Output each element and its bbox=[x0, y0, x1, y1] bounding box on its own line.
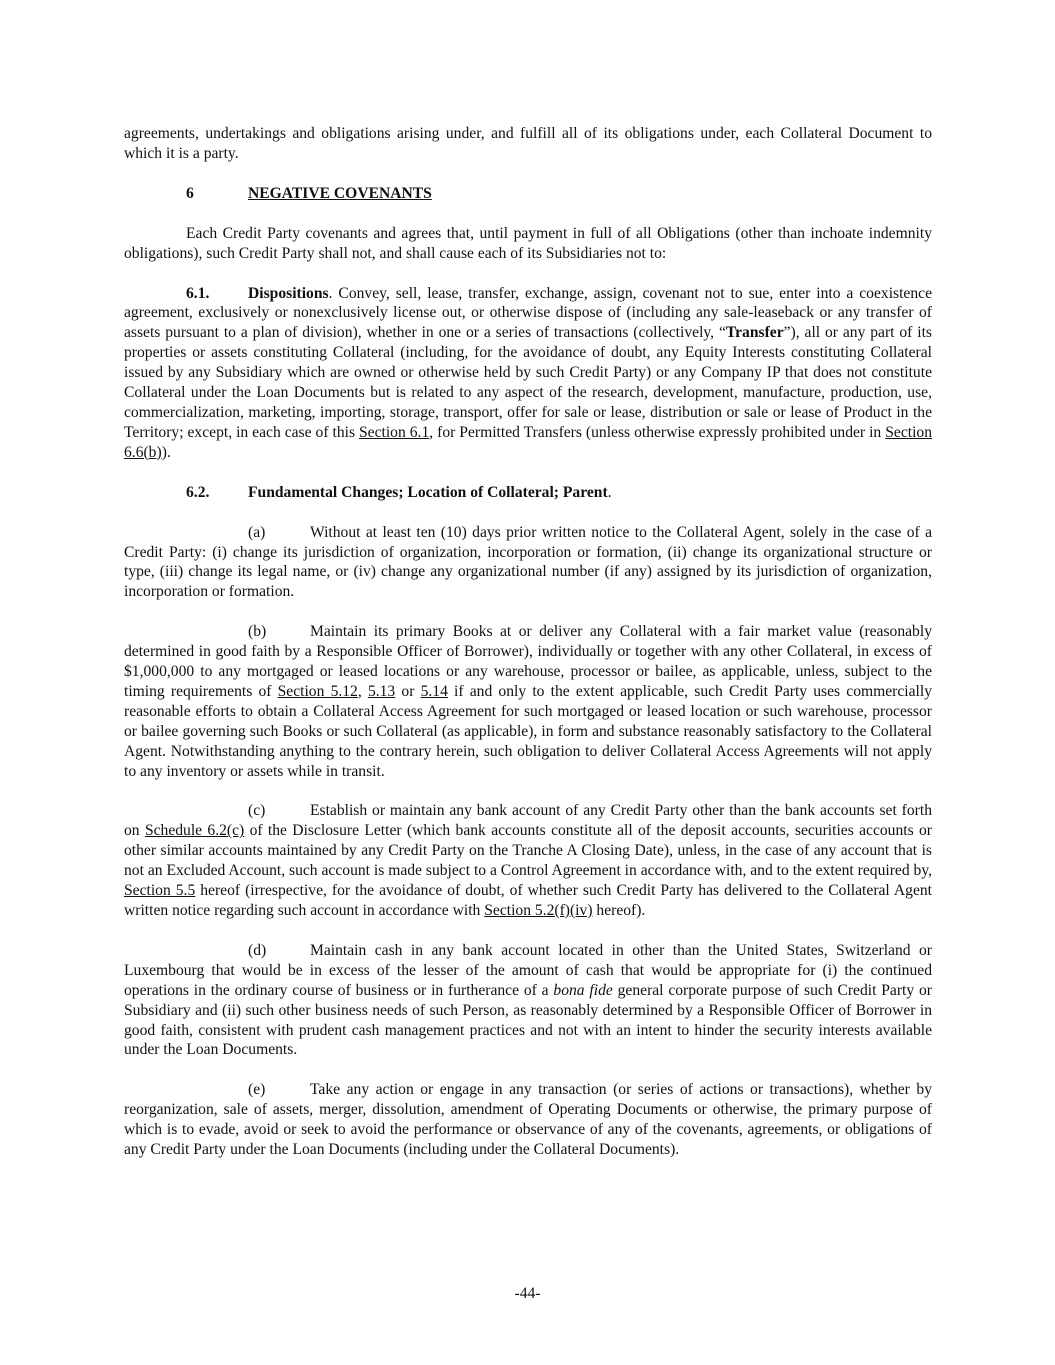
section-6-1-text: ). bbox=[161, 443, 171, 461]
clause-b-text: or bbox=[395, 682, 421, 700]
clause-e-text: Take any action or engage in any transaction (or series of actions or transactions), whether by reorganization, sale of assets, merger, dissolution, amendment of Operating Documents or otherwise, the primary purpose of which is to evade, avoid or seek to avoid the performance or observance of any of the covenants, agreements, or obligations of any Credit Party under the Loan Documents (including under the Collateral Documents). bbox=[124, 1081, 932, 1159]
clause-c-text: Establish or maintain any bank account of any Credit Party other than the bank accounts set forth on bbox=[124, 802, 932, 840]
clause-b-label: (b) bbox=[248, 623, 267, 641]
clause-c-text: of the Disclosure Letter (which bank accounts constitute all of the deposit accounts, securities accounts or other similar accounts maintained by any Credit Party on the Tranche A Closing Date), unless, in the case of any account that is not an Excluded Account, such account is made subject to a Control Agreement in accordance with, and to the extent required by, bbox=[124, 822, 932, 880]
section-6-1-text: ”), all or any part of its properties or assets constituting Collateral (including, for the avoidance of doubt, any Equity Interests constituting Collateral issued by any Subsidiary which are owned or otherwise held by such Credit Party) or any Company IP that does not constitute Collateral under the Loan Documents but is related to any aspect of the research, development, manufacture, production, use, commercialization, marketing, importing, storage, transport, offer for sale or lease, distribution or sale or lease of Product in the Territory; except, in each case of this bbox=[124, 324, 932, 441]
page-number: -44- bbox=[514, 1285, 541, 1302]
clause-a-text: Without at least ten (10) days prior written notice to the Collateral Agent, solely in the case of a Credit Party: (i) change its jurisdiction of organization, incorporation or formation, (ii) change its organizational structure or type, (iii) change its legal name, or (iv) change any organizational number (if any) assigned by its jurisdiction of organization, incorporation or formation. bbox=[124, 523, 932, 601]
clause-d bbox=[124, 941, 932, 1060]
clause-c-label: (c) bbox=[248, 802, 266, 820]
clause-b-text: Maintain its primary Books at or deliver any Collateral with a fair market value (reasonably determined in good faith by a Responsible Officer of Borrower), individually or together with any other Collateral, in excess of $1,000,000 to any mortgaged or leased locations or any warehouse, processor or bailee, as applicable, unless, subject to the timing requirements of bbox=[124, 623, 932, 700]
section-6-2-number: 6.2. bbox=[186, 483, 210, 501]
section-6-1-text: , for Permitted Transfers (unless otherwise expressly prohibited under in bbox=[429, 423, 886, 441]
section-6-1-text: . Convey, sell, lease, transfer, exchange, assign, covenant not to sue, enter into a coexistence agreement, exclusively or nonexclusively license out, or otherwise dispose of (including any sale-leaseback or any transfer of assets pursuant to a plan of division), whether in one or a series of transactions (collectively, “ bbox=[124, 284, 932, 342]
cross-reference: Schedule 6.2(c) bbox=[144, 822, 245, 840]
cross-reference: Section 5.2(f)(iv) bbox=[484, 902, 593, 919]
section-6-2-period: . bbox=[607, 483, 612, 501]
section-6-1-number: 6.1. bbox=[186, 284, 210, 302]
document-page bbox=[124, 124, 932, 1160]
clause-c bbox=[124, 801, 932, 920]
section-6-2-heading bbox=[124, 483, 932, 503]
clause-b-text: , bbox=[357, 682, 368, 700]
clause-c-text: hereof). bbox=[592, 902, 646, 919]
section-6-2-title: Fundamental Changes; Location of Collateral; Parent bbox=[248, 483, 608, 501]
cross-reference: 5.14 bbox=[420, 682, 448, 700]
clause-b-text: if and only to the extent applicable, such Credit Party uses commercially reasonable efforts to obtain a Collateral Access Agreement for such mortgaged or leased location or such warehouse, processor or bailee governing such Books or such Collateral (as applicable), in form and substance reasonably satisfactory to the Collateral Agent. Notwithstanding anything to the contrary herein, such obligation to deliver Collateral Access Agreements will not apply to any inventory or assets while in transit. bbox=[124, 682, 932, 780]
defined-term-transfer: Transfer bbox=[725, 324, 784, 342]
clause-a bbox=[124, 523, 932, 603]
intro-paragraph: agreements, undertakings and obligations arising under, and fulfill all of its obligations under, each Collateral Document to which it is a party. bbox=[124, 125, 932, 162]
cross-reference: Section 6.1 bbox=[359, 423, 430, 441]
clause-d-text: general corporate purpose of such Credit Party or Subsidiary and (ii) such other business needs of such Person, as reasonably determined by a Responsible Officer of Borrower in good faith, consistent with prudent cash management practices and not with an intent to hinder the security interests available under the Loan Documents. bbox=[124, 981, 932, 1059]
cross-reference: Section 5.12 bbox=[277, 682, 358, 700]
clause-c-text: hereof (irrespective, for the avoidance of doubt, of whether such Credit Party has delivered to the Collateral Agent written notice regarding such account in accordance with bbox=[124, 882, 932, 919]
italic-term: bona fide bbox=[553, 981, 613, 999]
article-heading bbox=[124, 184, 932, 204]
cross-reference: 5.13 bbox=[367, 682, 396, 700]
section-6-1-title: Dispositions bbox=[248, 284, 329, 302]
cross-reference: Section 5.5 bbox=[124, 882, 196, 900]
clause-d-text: Maintain cash in any bank account located in other than the United States, Switzerland or Luxembourg that would be in excess of the lesser of the amount of cash that would be appropriate for (i) the continued operations in the ordinary course of business or in furtherance of a bbox=[124, 941, 932, 999]
clause-a-label: (a) bbox=[248, 523, 266, 541]
section-6-1 bbox=[124, 284, 932, 463]
article-title: NEGATIVE COVENANTS bbox=[248, 184, 432, 202]
clause-e-label: (e) bbox=[248, 1081, 266, 1099]
cross-reference: Section 6.6(b) bbox=[124, 423, 932, 461]
clause-e bbox=[124, 1080, 932, 1160]
clause-b bbox=[124, 622, 932, 781]
clause-d-label: (d) bbox=[248, 941, 267, 959]
preamble-paragraph: Each Credit Party covenants and agrees that, until payment in full of all Obligations (other than inchoate indemnity obligations), such Credit Party shall not, and shall cause each of its Subsidiaries not to: bbox=[124, 224, 932, 262]
article-number: 6 bbox=[186, 184, 194, 202]
